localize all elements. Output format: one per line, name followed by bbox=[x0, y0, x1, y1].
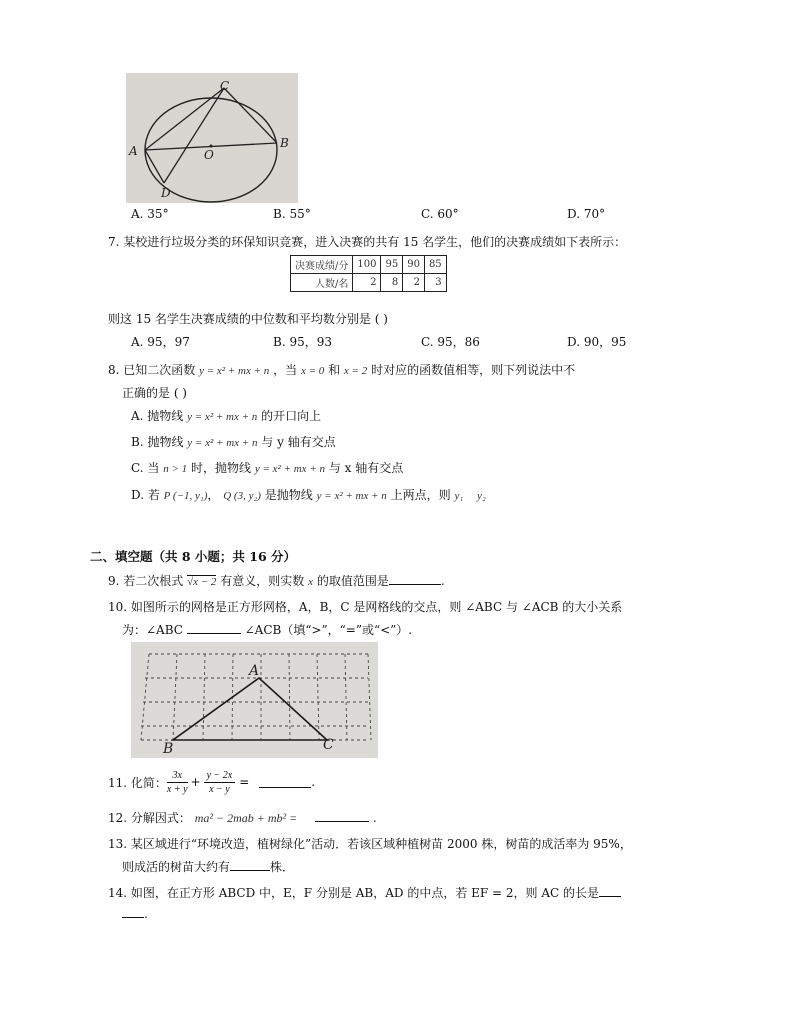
q8-opt-c-prefix: C. 当 bbox=[131, 461, 160, 475]
label-c: C bbox=[220, 79, 230, 93]
q13-line2-suffix: 株． bbox=[270, 860, 295, 874]
q14-line2 bbox=[122, 907, 148, 921]
q8-opt-c-mid: 时，抛物线 bbox=[190, 461, 251, 475]
q10-line2-prefix: 为：∠ABC bbox=[122, 623, 183, 637]
q13-line2 bbox=[122, 858, 294, 875]
q8-opt-a-prefix: A. 抛物线 bbox=[131, 409, 184, 423]
q13-line2-prefix: 则成活的树苗大约有 bbox=[122, 860, 231, 874]
q8-opt-d-sep: ， bbox=[207, 488, 220, 502]
q9-answer-blank[interactable] bbox=[389, 574, 441, 585]
label-o: O bbox=[204, 148, 214, 162]
q10-line2 bbox=[122, 621, 412, 638]
q9-suffix: 的取值范围是 bbox=[316, 574, 389, 588]
q10-figure bbox=[131, 642, 378, 758]
table-cell: 8 bbox=[381, 274, 403, 292]
q8-opt-b-func: y = x² + mx + n bbox=[187, 437, 258, 449]
grid-diagram bbox=[131, 642, 378, 758]
q14-line1 bbox=[108, 884, 621, 901]
q11-f1-den: x + y bbox=[166, 783, 188, 795]
q8-opt-b-prefix: B. 抛物线 bbox=[131, 435, 184, 449]
q6-figure bbox=[126, 73, 298, 203]
table-cell: 2 bbox=[403, 274, 425, 292]
circle-diagram bbox=[126, 73, 298, 203]
q7-option-a: A. 95，97 bbox=[131, 335, 190, 349]
q7-option-d: D. 90，95 bbox=[567, 335, 627, 349]
q8-opt-d-mid: 是抛物线 bbox=[264, 488, 313, 502]
q8-option-d bbox=[131, 486, 486, 503]
q12-line bbox=[108, 809, 377, 826]
q9-var: x bbox=[308, 576, 313, 588]
q10-line2-mid: ∠ACB（填“>”，“=”或“<”）. bbox=[244, 623, 413, 637]
q8-opt-d-func: y = x² + mx + n bbox=[316, 490, 387, 502]
q8-option-c bbox=[131, 459, 403, 476]
q14-end: . bbox=[144, 907, 148, 921]
grid-label-b: B bbox=[163, 741, 174, 757]
q8-opt-d-p: P (−1, y₁) bbox=[163, 490, 208, 502]
q8-opt-c-func: y = x² + mx + n bbox=[254, 463, 325, 475]
q13-answer-blank[interactable] bbox=[230, 860, 270, 871]
q7-score-table bbox=[290, 255, 447, 292]
q8-x2: x = 2 bbox=[343, 365, 368, 377]
q6-option-b: B. 55° bbox=[273, 207, 311, 221]
q11-fraction-1 bbox=[167, 769, 188, 796]
q8-opt-d-end: 上两点，则 bbox=[390, 488, 451, 502]
q9-prefix: 9. 若二次根式 bbox=[108, 574, 184, 588]
q8-option-a bbox=[131, 407, 321, 424]
q11-eq: = bbox=[239, 775, 250, 789]
q11-answer-blank[interactable] bbox=[259, 777, 311, 788]
q8-stem-line2: 正确的是 ( ) bbox=[122, 386, 187, 400]
q8-opt-c-cond: n > 1 bbox=[163, 463, 188, 475]
q11-prefix: 11. 化简： bbox=[108, 775, 167, 790]
q8-stem-prefix: 8. 已知二次函数 bbox=[108, 363, 196, 377]
q8-stem-suffix: 时对应的函数值相等，则下列说法中不 bbox=[371, 363, 576, 377]
q11-end: . bbox=[311, 775, 316, 789]
q8-function: y = x² + mx + n bbox=[199, 365, 270, 377]
q6-option-d: D. 70° bbox=[567, 207, 606, 221]
table-cell: 95 bbox=[381, 256, 403, 274]
q8-opt-a-suffix: 的开口向上 bbox=[261, 409, 322, 423]
q8-stem-mid: ，当 bbox=[273, 363, 298, 377]
q11-fraction-2 bbox=[204, 769, 236, 796]
q9-radical: √x − 2 bbox=[187, 576, 217, 588]
q7-option-b: B. 95，93 bbox=[273, 335, 332, 349]
q14-line1-text: 14. 如图，在正方形 ABCD 中，E，F 分别是 AB，AD 的中点，若 EF = 2，则 AC 的长是 bbox=[108, 886, 600, 900]
q9-mid: 有意义，则实数 bbox=[220, 574, 305, 588]
q10-line1: 10. 如图所示的网格是正方形网格，A，B，C 是网格线的交点，则 ∠ABC 与 ∠ACB 的大小关系 bbox=[108, 600, 623, 614]
q14-answer-blank-part1[interactable] bbox=[599, 886, 621, 897]
q7-option-c: C. 95，86 bbox=[421, 335, 480, 349]
q11-line bbox=[108, 765, 315, 799]
q12-prefix: 12. 分解因式： bbox=[108, 811, 191, 825]
q8-opt-d-q: Q (3, y₂) bbox=[223, 490, 261, 502]
table-cell: 2 bbox=[353, 274, 381, 292]
table-header-count: 人数/名 bbox=[291, 274, 353, 292]
label-a: A bbox=[129, 144, 138, 158]
grid-label-c: C bbox=[323, 737, 334, 753]
q8-and: 和 bbox=[328, 363, 341, 377]
table-cell: 3 bbox=[424, 274, 446, 292]
q8-opt-d-rel: y₁ y₂ bbox=[454, 490, 486, 502]
q8-opt-d-prefix: D. 若 bbox=[131, 488, 160, 502]
q12-answer-blank[interactable] bbox=[315, 811, 369, 822]
q11-f1-num: 3x bbox=[167, 769, 188, 783]
q8-opt-a-func: y = x² + mx + n bbox=[187, 411, 258, 423]
q8-stem-line1 bbox=[108, 361, 575, 378]
q6-option-a: A. 35° bbox=[131, 207, 169, 221]
q14-answer-blank-part2[interactable] bbox=[122, 907, 144, 918]
q11-f2-den: x − y bbox=[209, 783, 230, 795]
q9-line bbox=[108, 572, 445, 589]
q6-option-c: C. 60° bbox=[421, 207, 459, 221]
q8-opt-b-suffix: 与 y 轴有交点 bbox=[261, 435, 336, 449]
label-b: B bbox=[280, 136, 289, 150]
table-header-score: 决赛成绩/分 bbox=[291, 256, 353, 274]
q8-opt-c-suffix: 与 x 轴有交点 bbox=[328, 461, 404, 475]
q11-plus: + bbox=[190, 775, 201, 789]
q8-option-b bbox=[131, 433, 336, 450]
q7-stem: 7. 某校进行垃圾分类的环保知识竞赛，进入决赛的共有 15 名学生，他们的决赛成绩如下表所示： bbox=[108, 235, 627, 249]
table-cell: 100 bbox=[353, 256, 381, 274]
q11-f2-num: y − 2x bbox=[204, 769, 236, 783]
grid-label-a: A bbox=[249, 663, 260, 679]
q13-line1: 13. 某区域进行“环境改造，植树绿化”活动．若该区域种植树苗 2000 株，树苗的成活率为 95%， bbox=[108, 837, 632, 851]
section-title: 二、填空题（共 8 小题；共 16 分） bbox=[90, 549, 297, 564]
table-cell: 85 bbox=[424, 256, 446, 274]
q12-end: . bbox=[372, 811, 377, 825]
q12-expression: ma² − 2mab + mb² = bbox=[194, 811, 298, 825]
table-cell: 90 bbox=[403, 256, 425, 274]
q8-x0: x = 0 bbox=[300, 365, 325, 377]
q10-answer-blank[interactable] bbox=[187, 623, 241, 634]
q7-question: 则这 15 名学生决赛成绩的中位数和平均数分别是 ( ) bbox=[108, 312, 388, 326]
label-d: D bbox=[161, 186, 171, 200]
q9-end: . bbox=[440, 574, 445, 588]
